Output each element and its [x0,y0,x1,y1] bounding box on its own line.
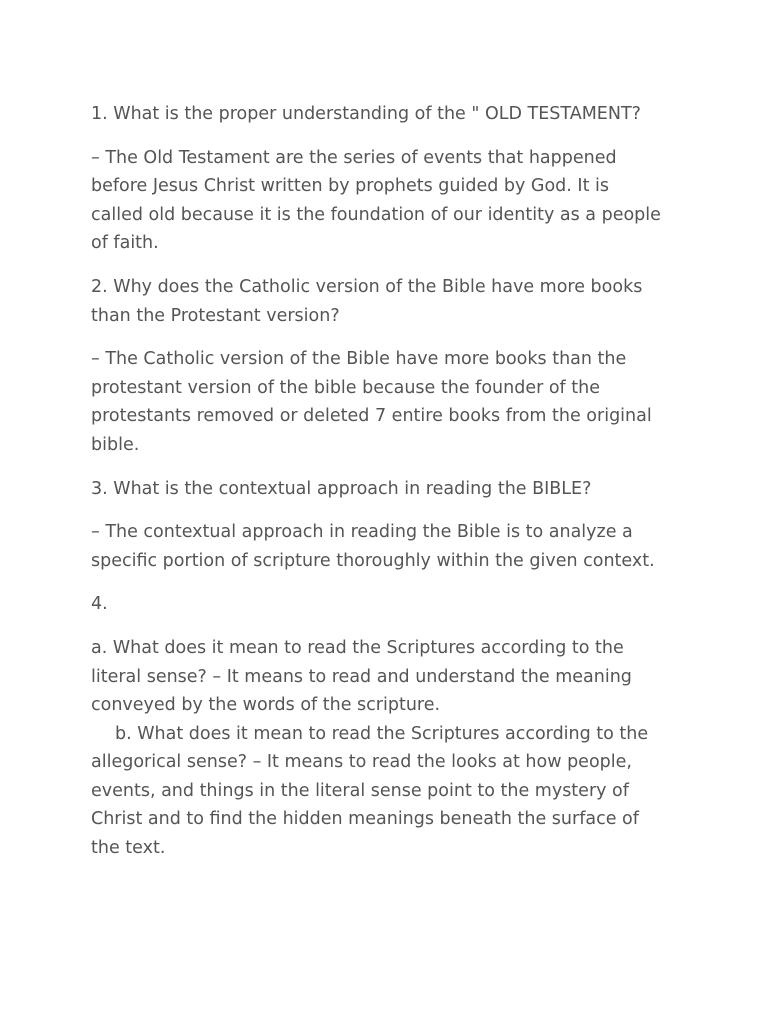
question-1 [91,100,691,129]
question-3 [91,475,691,504]
answer-3-line: specific portion of scripture thoroughly within the given context. [91,550,655,571]
answer-3-line: – The contextual approach in reading the Bible is to analyze a [91,522,633,543]
answer-2-line: protestant version of the bible because the founder of the [91,377,600,398]
answer-1-line: called old because it is the foundation of our identity as a people [91,204,661,225]
question-2-line: 2. Why does the Catholic version of the Bible have more books [91,276,643,297]
question-2-line: than the Protestant version? [91,305,340,326]
question-4-part-a [91,634,691,720]
part-b-line: allegorical sense? – It means to read the looks at how people, [91,752,632,773]
question-4-number [91,590,691,619]
question-4-number-text: 4. [91,594,108,615]
answer-2-line: – The Catholic version of the Bible have more books than the [91,349,627,370]
part-b-line: events, and things in the literal sense point to the mystery of [91,780,629,801]
part-b-line: the text. [91,838,166,859]
document-page [91,100,691,878]
question-1-text: 1. What is the proper understanding of the " OLD TESTAMENT? [91,104,641,124]
answer-2 [91,345,691,459]
answer-1-line: of faith. [91,233,159,254]
question-4-part-b [91,720,691,863]
answer-1-line: before Jesus Christ written by prophets guided by God. It is [91,176,609,197]
answer-3 [91,518,691,575]
question-2 [91,273,691,330]
answer-2-line: bible. [91,434,140,455]
answer-1 [91,144,691,258]
question-3-text: 3. What is the contextual approach in reading the BIBLE? [91,478,592,499]
answer-1-line: – The Old Testament are the series of events that happened [91,147,617,168]
part-b-line: Christ and to find the hidden meanings beneath the surface of [91,809,639,830]
part-a-line: conveyed by the words of the scripture. [91,695,441,716]
part-a-line: a. What does it mean to read the Scriptures according to the [91,637,624,658]
answer-2-line: protestants removed or deleted 7 entire books from the original [91,406,652,427]
part-b-line: b. What does it mean to read the Scriptures according to the [115,723,649,744]
part-a-line: literal sense? – It means to read and understand the meaning [91,666,632,687]
